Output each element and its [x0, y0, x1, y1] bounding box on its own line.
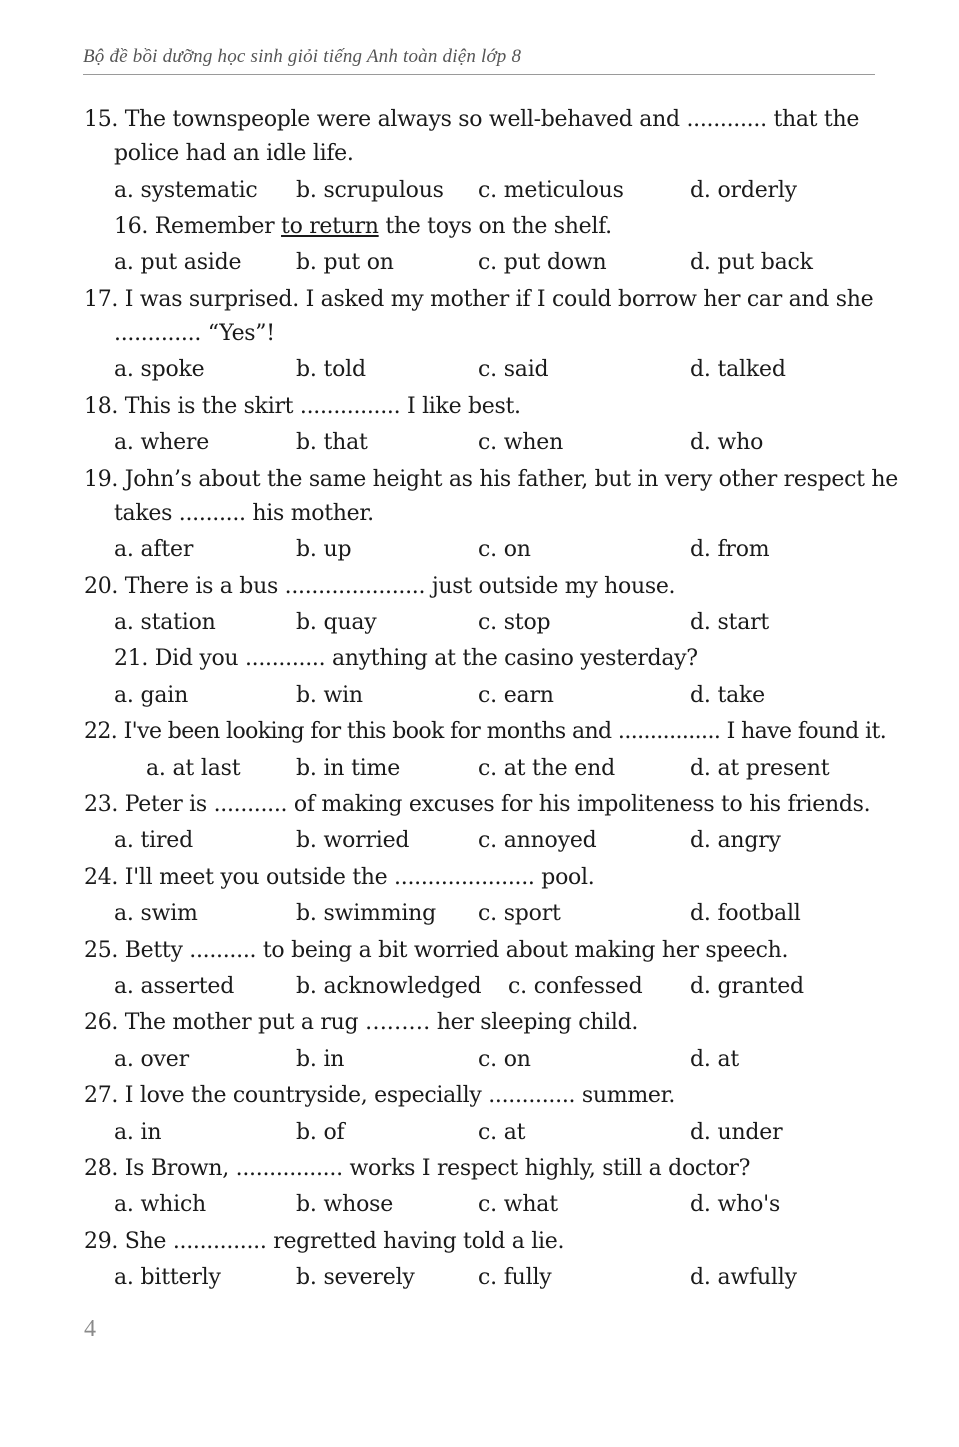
question-17-option-a: a. spoke	[114, 357, 205, 382]
question-28-option-c: c. what	[478, 1192, 558, 1217]
question-27-line1: 27. I love the countryside, especially ............. summer.	[84, 1083, 676, 1108]
question-20-option-a: a. station	[114, 610, 216, 635]
question-28-option-a: a. which	[114, 1192, 207, 1217]
question-16-underlined-phrase: to return	[281, 214, 379, 239]
question-21-option-a: a. gain	[114, 683, 189, 708]
question-16-option-c: c. put down	[478, 250, 607, 275]
question-17-line2: ............. “Yes”!	[114, 321, 275, 346]
question-18-option-d: d. who	[690, 430, 764, 455]
question-29-option-c: c. fully	[478, 1265, 552, 1290]
question-19-option-d: d. from	[690, 537, 770, 562]
question-25-option-d: d. granted	[690, 974, 804, 999]
question-29-option-a: a. bitterly	[114, 1265, 221, 1290]
question-16-text-start: 16. Remember	[114, 214, 282, 239]
question-19-option-b: b. up	[296, 537, 352, 562]
question-25-option-b: b. acknowledged	[296, 974, 482, 999]
question-16-option-b: b. put on	[296, 250, 394, 275]
question-22-option-c: c. at the end	[478, 756, 615, 781]
question-24-line1: 24. I'll meet you outside the ..................... pool.	[84, 865, 595, 890]
question-16-text-end: the toys on the shelf.	[378, 214, 612, 239]
question-21-line1: 21. Did you ............ anything at the casino yesterday?	[114, 646, 698, 671]
question-23-option-c: c. annoyed	[478, 828, 597, 853]
question-19-option-a: a. after	[114, 537, 194, 562]
question-15-line2: police had an idle life.	[114, 141, 354, 166]
header-title: Bộ đề bồi dưỡng học sinh giỏi tiếng Anh toàn diện lớp 8	[83, 46, 522, 67]
question-21-option-b: b. win	[296, 683, 363, 708]
question-27-option-a: a. in	[114, 1120, 162, 1145]
question-15-option-a: a. systematic	[114, 178, 258, 203]
question-18-option-b: b. that	[296, 430, 368, 455]
question-24-option-b: b. swimming	[296, 901, 437, 926]
question-23-option-a: a. tired	[114, 828, 193, 853]
question-15-option-d: d. orderly	[690, 178, 797, 203]
question-17-line1: 17. I was surprised. I asked my mother if I could borrow her car and she	[84, 287, 874, 312]
question-27-option-d: d. under	[690, 1120, 783, 1145]
question-27-option-c: c. at	[478, 1120, 526, 1145]
question-22-option-b: b. in time	[296, 756, 401, 781]
question-26-option-d: d. at	[690, 1047, 740, 1072]
question-23-option-b: b. worried	[296, 828, 410, 853]
running-header	[83, 46, 875, 75]
question-26-line1: 26. The mother put a rug ……… her sleeping child.	[84, 1010, 639, 1035]
question-24-option-c: c. sport	[478, 901, 561, 926]
question-29-option-d: d. awfully	[690, 1265, 797, 1290]
question-15-line1: 15. The townspeople were always so well-behaved and ............ that the	[84, 107, 860, 132]
question-16-line1	[114, 214, 612, 240]
question-20-option-d: d. start	[690, 610, 770, 635]
question-29-line1: 29. She .............. regretted having told a lie.	[84, 1229, 565, 1254]
question-28-option-d: d. who's	[690, 1192, 781, 1217]
question-19-line2: takes .......... his mother.	[114, 501, 374, 526]
question-22-option-d: d. at present	[690, 756, 830, 781]
question-26-option-b: b. in	[296, 1047, 345, 1072]
question-18-line1: 18. This is the skirt ............... I like best.	[84, 394, 521, 419]
question-20-line1: 20. There is a bus ..................... just outside my house.	[84, 574, 676, 599]
question-15-option-b: b. scrupulous	[296, 178, 444, 203]
question-28-option-b: b. whose	[296, 1192, 394, 1217]
question-24-option-d: d. football	[690, 901, 801, 926]
question-16-option-a: a. put aside	[114, 250, 242, 275]
question-17-option-d: d. talked	[690, 357, 786, 382]
question-19-line1: 19. John’s about the same height as his father, but in very other respect he	[84, 467, 898, 492]
question-27-option-b: b. of	[296, 1120, 345, 1145]
question-15-option-c: c. meticulous	[478, 178, 624, 203]
question-18-option-c: c. when	[478, 430, 564, 455]
question-16-option-d: d. put back	[690, 250, 813, 275]
question-26-option-c: c. on	[478, 1047, 531, 1072]
question-22-option-a: a. at last	[146, 756, 241, 781]
question-17-option-c: c. said	[478, 357, 549, 382]
question-24-option-a: a. swim	[114, 901, 198, 926]
question-25-option-c: c. confessed	[508, 974, 643, 999]
question-26-option-a: a. over	[114, 1047, 189, 1072]
question-18-option-a: a. where	[114, 430, 210, 455]
question-21-option-c: c. earn	[478, 683, 554, 708]
question-29-option-b: b. severely	[296, 1265, 415, 1290]
question-21-option-d: d. take	[690, 683, 765, 708]
question-22-line1: 22. I've been looking for this book for months and ................ I have found it.	[84, 719, 887, 744]
question-28-line1: 28. Is Brown, ................ works I respect highly, still a doctor?	[84, 1156, 751, 1181]
question-20-option-b: b. quay	[296, 610, 377, 635]
question-17-option-b: b. told	[296, 357, 366, 382]
question-19-option-c: c. on	[478, 537, 531, 562]
question-23-line1: 23. Peter is ........... of making excuses for his impoliteness to his friends.	[84, 792, 871, 817]
question-25-line1: 25. Betty .......... to being a bit worried about making her speech.	[84, 938, 789, 963]
question-20-option-c: c. stop	[478, 610, 551, 635]
page-number: 4	[84, 1316, 96, 1342]
question-25-option-a: a. asserted	[114, 974, 235, 999]
question-23-option-d: d. angry	[690, 828, 781, 853]
